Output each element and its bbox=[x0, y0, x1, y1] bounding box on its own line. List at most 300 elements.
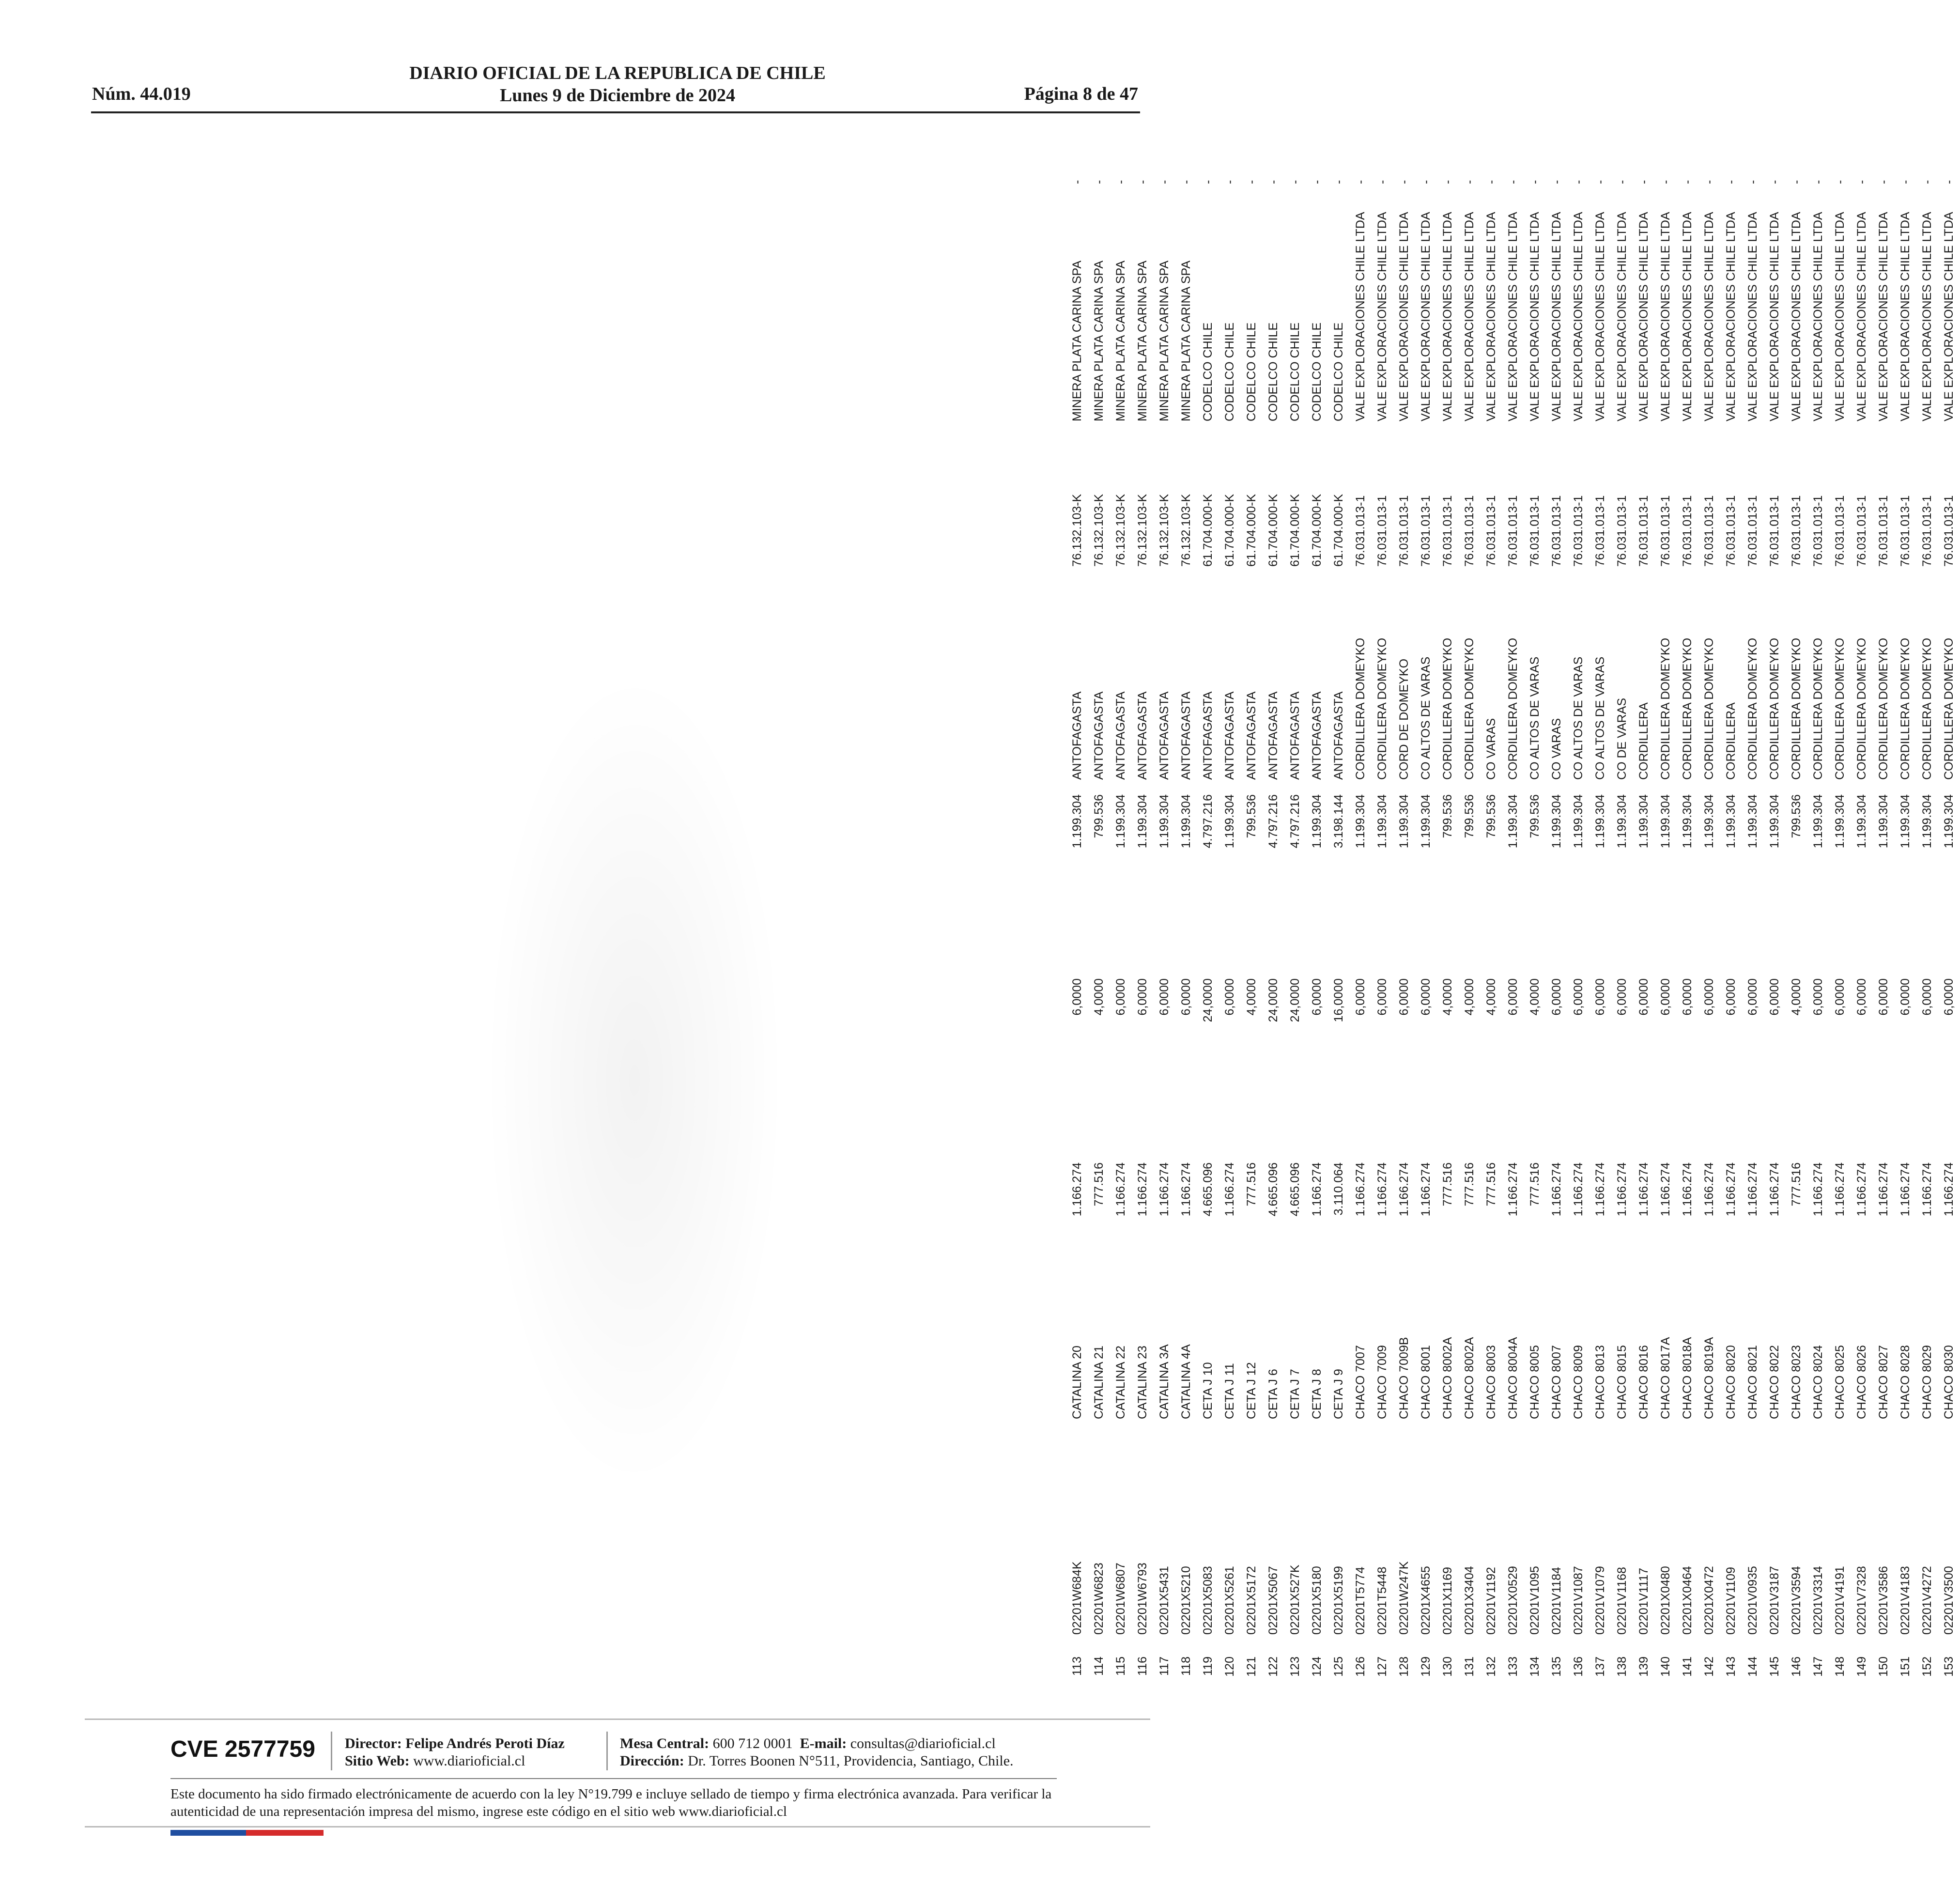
email-link[interactable]: consultas@diarioficial.cl bbox=[850, 1735, 996, 1751]
region-place: ANTOFAGASTA bbox=[1310, 691, 1324, 780]
dash-mark: - bbox=[1136, 180, 1149, 184]
amount-2: 1.199.304 bbox=[1157, 794, 1171, 849]
table-row bbox=[1263, 174, 1284, 1686]
concession-code: 02201X5180 bbox=[1310, 1566, 1324, 1635]
website-label: Sitio Web: bbox=[345, 1753, 410, 1769]
owner-name: VALE EXPLORACIONES CHILE LTDA bbox=[1877, 212, 1890, 421]
amount-1: 1.166.274 bbox=[1833, 1162, 1847, 1217]
amount-1: 1.166.274 bbox=[1114, 1162, 1127, 1217]
region-place: ANTOFAGASTA bbox=[1332, 691, 1345, 780]
row-number: 122 bbox=[1266, 1657, 1280, 1677]
concession-code: 02201X0480 bbox=[1659, 1566, 1672, 1635]
region-place: CORDILLERA bbox=[1724, 702, 1738, 780]
row-number: 128 bbox=[1397, 1657, 1411, 1677]
table-row bbox=[1502, 174, 1524, 1686]
publication-title: DIARIO OFICIAL DE LA REPUBLICA DE CHILE bbox=[409, 63, 826, 83]
dash-mark: - bbox=[1920, 180, 1934, 184]
amount-1: 1.166.274 bbox=[1070, 1162, 1084, 1217]
row-number: 150 bbox=[1877, 1657, 1890, 1677]
hectares: 6,0000 bbox=[1942, 978, 1956, 1016]
concession-code: 02201V1192 bbox=[1484, 1567, 1498, 1635]
owner-rut: 76.031.013-1 bbox=[1768, 495, 1781, 567]
row-number: 146 bbox=[1790, 1657, 1803, 1677]
region-place: ANTOFAGASTA bbox=[1114, 691, 1127, 780]
row-number: 116 bbox=[1136, 1657, 1149, 1676]
amount-1: 1.166.274 bbox=[1855, 1162, 1868, 1217]
hectares: 6,0000 bbox=[1375, 978, 1389, 1016]
contact-line bbox=[620, 1735, 1014, 1752]
dash-mark: - bbox=[1833, 180, 1847, 184]
amount-2: 1.199.304 bbox=[1702, 794, 1716, 849]
issue-number: Núm. 44.019 bbox=[92, 84, 191, 104]
row-number: 144 bbox=[1746, 1657, 1759, 1677]
amount-2: 4.797.216 bbox=[1288, 794, 1302, 849]
owner-rut: 76.031.013-1 bbox=[1942, 495, 1956, 567]
row-number: 138 bbox=[1615, 1657, 1629, 1677]
dash-mark: - bbox=[1266, 180, 1280, 184]
region-place: CORDILLERA DOMEYKO bbox=[1790, 637, 1803, 780]
concession-name: CHACO 8022 bbox=[1768, 1345, 1781, 1419]
owner-rut: 76.031.013-1 bbox=[1811, 495, 1825, 567]
table-row bbox=[1698, 174, 1720, 1686]
amount-1: 1.166.274 bbox=[1877, 1162, 1890, 1217]
concession-name: CATALINA 21 bbox=[1092, 1346, 1106, 1419]
amount-1: 1.166.274 bbox=[1615, 1162, 1629, 1217]
owner-name: VALE EXPLORACIONES CHILE LTDA bbox=[1942, 212, 1956, 421]
amount-1: 777.516 bbox=[1245, 1162, 1258, 1207]
amount-2: 1.199.304 bbox=[1550, 794, 1563, 849]
concession-code: 02201W247K bbox=[1397, 1561, 1411, 1635]
amount-1: 1.166.274 bbox=[1157, 1162, 1171, 1217]
row-number: 152 bbox=[1920, 1657, 1934, 1677]
owner-rut: 76.031.013-1 bbox=[1833, 495, 1847, 567]
region-place: ANTOFAGASTA bbox=[1201, 691, 1215, 780]
concession-name: CHACO 8005 bbox=[1528, 1345, 1542, 1419]
owner-name: MINERA PLATA CARINA SPA bbox=[1136, 260, 1149, 421]
flag-bar-red bbox=[246, 1830, 324, 1836]
owner-name: VALE EXPLORACIONES CHILE LTDA bbox=[1898, 212, 1912, 421]
concession-code: 02201X0472 bbox=[1702, 1566, 1716, 1635]
owner-rut: 76.031.013-1 bbox=[1898, 495, 1912, 567]
dash-mark: - bbox=[1463, 180, 1476, 184]
amount-2: 1.199.304 bbox=[1855, 794, 1868, 849]
amount-1: 777.516 bbox=[1463, 1162, 1476, 1207]
owner-rut: 76.031.013-1 bbox=[1484, 495, 1498, 567]
dash-mark: - bbox=[1942, 180, 1956, 184]
hectares: 4,0000 bbox=[1441, 978, 1454, 1016]
owner-name: VALE EXPLORACIONES CHILE LTDA bbox=[1702, 212, 1716, 421]
owner-name: VALE EXPLORACIONES CHILE LTDA bbox=[1419, 212, 1433, 421]
amount-1: 1.166.274 bbox=[1920, 1162, 1934, 1217]
dash-mark: - bbox=[1506, 180, 1520, 184]
hectares: 6,0000 bbox=[1702, 978, 1716, 1016]
region-place: CORDILLERA DOMEYKO bbox=[1354, 637, 1367, 780]
owner-rut: 76.031.013-1 bbox=[1572, 495, 1585, 567]
owner-rut: 76.031.013-1 bbox=[1637, 495, 1651, 567]
footer-divider-bottom bbox=[85, 1826, 1150, 1827]
table-row bbox=[1132, 174, 1154, 1686]
amount-2: 1.199.304 bbox=[1615, 794, 1629, 849]
region-place: CORDILLERA DOMEYKO bbox=[1506, 637, 1520, 780]
owner-name: VALE EXPLORACIONES CHILE LTDA bbox=[1484, 212, 1498, 421]
concession-name: CHACO 8007 bbox=[1550, 1345, 1563, 1419]
owner-rut: 76.031.013-1 bbox=[1397, 495, 1411, 567]
region-place: CO ALTOS DE VARAS bbox=[1419, 656, 1433, 780]
owner-name: CODELCO CHILE bbox=[1288, 322, 1302, 421]
region-place: CORDILLERA DOMEYKO bbox=[1441, 637, 1454, 780]
hectares: 24,0000 bbox=[1201, 978, 1215, 1022]
address-value: Dr. Torres Boonen N°511, Providencia, Santiago, Chile. bbox=[688, 1753, 1014, 1769]
owner-rut: 76.031.013-1 bbox=[1615, 495, 1629, 567]
concession-name: CHACO 8002A bbox=[1441, 1337, 1454, 1419]
dash-mark: - bbox=[1157, 180, 1171, 184]
row-number: 126 bbox=[1354, 1657, 1367, 1677]
owner-name: VALE EXPLORACIONES CHILE LTDA bbox=[1790, 212, 1803, 421]
dash-mark: - bbox=[1572, 180, 1585, 184]
owner-name: VALE EXPLORACIONES CHILE LTDA bbox=[1659, 212, 1672, 421]
amount-2: 799.536 bbox=[1245, 794, 1258, 838]
amount-2: 1.199.304 bbox=[1419, 794, 1433, 849]
concession-name: CHACO 8001 bbox=[1419, 1345, 1433, 1419]
row-number: 125 bbox=[1332, 1657, 1345, 1677]
amount-2: 1.199.304 bbox=[1354, 794, 1367, 849]
contact-block bbox=[620, 1735, 1014, 1770]
dash-mark: - bbox=[1615, 180, 1629, 184]
dash-mark: - bbox=[1092, 180, 1106, 184]
row-number: 142 bbox=[1702, 1657, 1716, 1677]
hectares: 4,0000 bbox=[1245, 978, 1258, 1016]
signature-note: Este documento ha sido firmado electrónicamente de acuerdo con la ley N°19.799 e incluye sellado de tiempo y firma electrónica avanzada. Para verificar la autenticidad de una representación impresa del mismo, ingrese este código en el sitio web www.diarioficial.cl bbox=[170, 1786, 1052, 1819]
amount-1: 1.166.274 bbox=[1811, 1162, 1825, 1217]
concession-code: 02201V1087 bbox=[1572, 1566, 1585, 1635]
concession-name: CHACO 7007 bbox=[1354, 1345, 1367, 1419]
hectares: 6,0000 bbox=[1179, 978, 1193, 1016]
amount-1: 1.166.274 bbox=[1898, 1162, 1912, 1217]
owner-name: CODELCO CHILE bbox=[1201, 322, 1215, 421]
row-number: 118 bbox=[1179, 1657, 1193, 1676]
concession-code: 02201V3187 bbox=[1768, 1566, 1781, 1635]
owner-name: VALE EXPLORACIONES CHILE LTDA bbox=[1746, 212, 1759, 421]
hectares: 24,0000 bbox=[1288, 978, 1302, 1022]
amount-2: 799.536 bbox=[1092, 794, 1106, 838]
row-number: 117 bbox=[1157, 1657, 1171, 1676]
hectares: 4,0000 bbox=[1528, 978, 1542, 1016]
hectares: 6,0000 bbox=[1157, 978, 1171, 1016]
concession-name: CETA J 9 bbox=[1332, 1369, 1345, 1419]
table-row bbox=[1437, 174, 1459, 1686]
owner-name: MINERA PLATA CARINA SPA bbox=[1092, 260, 1106, 421]
hectares: 6,0000 bbox=[1223, 978, 1236, 1016]
hectares: 6,0000 bbox=[1920, 978, 1934, 1016]
owner-rut: 76.031.013-1 bbox=[1790, 495, 1803, 567]
table-row bbox=[1764, 174, 1786, 1686]
concession-code: 02201V3500 bbox=[1942, 1566, 1956, 1635]
table-row bbox=[1633, 174, 1655, 1686]
owner-rut: 76.031.013-1 bbox=[1659, 495, 1672, 567]
region-place: ANTOFAGASTA bbox=[1179, 691, 1193, 780]
concession-code: 02201V1184 bbox=[1550, 1567, 1563, 1635]
concession-code: 02201T5448 bbox=[1375, 1566, 1389, 1635]
coat-of-arms-watermark bbox=[484, 668, 785, 1492]
amount-2: 1.199.304 bbox=[1375, 794, 1389, 849]
owner-name: VALE EXPLORACIONES CHILE LTDA bbox=[1855, 212, 1868, 421]
concession-code: 02201W684K bbox=[1070, 1561, 1084, 1635]
amount-2: 1.199.304 bbox=[1877, 794, 1890, 849]
concession-name: CHACO 8023 bbox=[1790, 1345, 1803, 1419]
dash-mark: - bbox=[1659, 180, 1672, 184]
owner-rut: 76.031.013-1 bbox=[1855, 495, 1868, 567]
table-row bbox=[1677, 174, 1698, 1686]
hectares: 6,0000 bbox=[1637, 978, 1651, 1016]
owner-rut: 76.031.013-1 bbox=[1746, 495, 1759, 567]
amount-2: 799.536 bbox=[1441, 794, 1454, 838]
row-number: 153 bbox=[1942, 1657, 1956, 1677]
dash-mark: - bbox=[1528, 180, 1542, 184]
table-row bbox=[1807, 174, 1829, 1686]
concession-name: CHACO 8024 bbox=[1811, 1345, 1825, 1419]
owner-name: VALE EXPLORACIONES CHILE LTDA bbox=[1572, 212, 1585, 421]
concession-name: CHACO 8025 bbox=[1833, 1345, 1847, 1419]
dash-mark: - bbox=[1397, 180, 1411, 184]
table-row bbox=[1895, 174, 1916, 1686]
row-number: 129 bbox=[1419, 1657, 1433, 1677]
region-place: ANTOFAGASTA bbox=[1245, 691, 1258, 780]
row-number: 141 bbox=[1681, 1657, 1694, 1677]
amount-2: 4.797.216 bbox=[1266, 794, 1280, 849]
region-place: ANTOFAGASTA bbox=[1092, 691, 1106, 780]
owner-name: VALE EXPLORACIONES CHILE LTDA bbox=[1615, 212, 1629, 421]
owner-rut: 61.704.000-K bbox=[1245, 494, 1258, 567]
amount-1: 3.110.064 bbox=[1332, 1162, 1345, 1216]
director-label: Director: bbox=[345, 1735, 402, 1751]
table-row bbox=[1175, 174, 1197, 1686]
region-place: CORDILLERA bbox=[1637, 702, 1651, 780]
concession-name: CHACO 7009B bbox=[1397, 1337, 1411, 1419]
owner-name: VALE EXPLORACIONES CHILE LTDA bbox=[1463, 212, 1476, 421]
row-number: 115 bbox=[1114, 1657, 1127, 1676]
concession-code: 02201X0464 bbox=[1681, 1566, 1694, 1635]
concession-code: 02201V1095 bbox=[1528, 1566, 1542, 1635]
dash-mark: - bbox=[1310, 180, 1324, 184]
concession-name: CHACO 8030 bbox=[1942, 1345, 1956, 1419]
hectares: 4,0000 bbox=[1790, 978, 1803, 1016]
owner-name: VALE EXPLORACIONES CHILE LTDA bbox=[1724, 212, 1738, 421]
cve-code: CVE 2577759 bbox=[170, 1736, 315, 1762]
owner-name: VALE EXPLORACIONES CHILE LTDA bbox=[1811, 212, 1825, 421]
concession-name: CHACO 8020 bbox=[1724, 1345, 1738, 1419]
header-divider bbox=[91, 111, 1140, 113]
table-row bbox=[1786, 174, 1807, 1686]
owner-rut: 76.132.103-K bbox=[1136, 494, 1149, 567]
dash-mark: - bbox=[1724, 180, 1738, 184]
amount-2: 1.199.304 bbox=[1681, 794, 1694, 849]
region-place: ANTOFAGASTA bbox=[1266, 691, 1280, 780]
owner-name: VALE EXPLORACIONES CHILE LTDA bbox=[1375, 212, 1389, 421]
row-number: 149 bbox=[1855, 1657, 1868, 1677]
region-place: CO ALTOS DE VARAS bbox=[1593, 656, 1607, 780]
amount-1: 1.166.274 bbox=[1506, 1162, 1520, 1217]
hectares: 6,0000 bbox=[1310, 978, 1324, 1016]
region-place: ANTOFAGASTA bbox=[1288, 691, 1302, 780]
mesa-phone: 600 712 0001 bbox=[712, 1735, 793, 1751]
row-number: 136 bbox=[1572, 1657, 1585, 1677]
table-row bbox=[1110, 174, 1132, 1686]
table-row bbox=[1459, 174, 1481, 1686]
table-row bbox=[1306, 174, 1328, 1686]
owner-rut: 76.031.013-1 bbox=[1593, 495, 1607, 567]
hectares: 6,0000 bbox=[1833, 978, 1847, 1016]
amount-1: 1.166.274 bbox=[1223, 1162, 1236, 1217]
concession-code: 02201X1169 bbox=[1441, 1567, 1454, 1635]
concession-code: 02201X527K bbox=[1288, 1564, 1302, 1635]
owner-rut: 76.132.103-K bbox=[1092, 494, 1106, 567]
row-number: 131 bbox=[1463, 1657, 1476, 1677]
website-link[interactable]: www.diarioficial.cl bbox=[413, 1753, 525, 1769]
table-row bbox=[1372, 174, 1393, 1686]
concession-code: 02201V4272 bbox=[1920, 1566, 1934, 1635]
concession-name: CETA J 7 bbox=[1288, 1369, 1302, 1419]
owner-name: VALE EXPLORACIONES CHILE LTDA bbox=[1637, 212, 1651, 421]
concession-name: CETA J 6 bbox=[1266, 1369, 1280, 1419]
concession-code: 02201V7328 bbox=[1855, 1566, 1868, 1635]
amount-1: 1.166.274 bbox=[1572, 1162, 1585, 1217]
owner-rut: 76.132.103-K bbox=[1070, 494, 1084, 567]
owner-rut: 76.031.013-1 bbox=[1441, 495, 1454, 567]
row-number: 133 bbox=[1506, 1657, 1520, 1677]
row-number: 148 bbox=[1833, 1657, 1847, 1677]
table-row bbox=[1415, 174, 1437, 1686]
amount-2: 1.199.304 bbox=[1223, 794, 1236, 849]
region-place: ANTOFAGASTA bbox=[1136, 691, 1149, 780]
address-label: Dirección: bbox=[620, 1753, 684, 1769]
region-place: ANTOFAGASTA bbox=[1157, 691, 1171, 780]
amount-1: 1.166.274 bbox=[1397, 1162, 1411, 1217]
owner-rut: 76.031.013-1 bbox=[1506, 495, 1520, 567]
amount-2: 1.199.304 bbox=[1070, 794, 1084, 849]
owner-rut: 76.031.013-1 bbox=[1877, 495, 1890, 567]
amount-1: 777.516 bbox=[1790, 1162, 1803, 1207]
amount-1: 777.516 bbox=[1092, 1162, 1106, 1207]
hectares: 6,0000 bbox=[1681, 978, 1694, 1016]
amount-2: 1.199.304 bbox=[1310, 794, 1324, 849]
dash-mark: - bbox=[1681, 180, 1694, 184]
owner-rut: 61.704.000-K bbox=[1288, 494, 1302, 567]
flag-bar-blue bbox=[170, 1830, 246, 1836]
dash-mark: - bbox=[1855, 180, 1868, 184]
amount-1: 1.166.274 bbox=[1550, 1162, 1563, 1217]
dash-mark: - bbox=[1746, 180, 1759, 184]
amount-2: 1.199.304 bbox=[1833, 794, 1847, 849]
hectares: 6,0000 bbox=[1855, 978, 1868, 1016]
owner-rut: 61.704.000-K bbox=[1201, 494, 1215, 567]
amount-2: 799.536 bbox=[1463, 794, 1476, 838]
amount-1: 1.166.274 bbox=[1942, 1162, 1956, 1217]
concession-code: 02201X5172 bbox=[1245, 1566, 1258, 1635]
concession-code: 02201X5261 bbox=[1223, 1566, 1236, 1635]
amount-2: 1.199.304 bbox=[1659, 794, 1672, 849]
owner-rut: 76.132.103-K bbox=[1179, 494, 1193, 567]
amount-2: 1.199.304 bbox=[1593, 794, 1607, 849]
concession-name: CHACO 8018A bbox=[1681, 1337, 1694, 1419]
row-number: 113 bbox=[1070, 1657, 1084, 1676]
dash-mark: - bbox=[1550, 180, 1563, 184]
region-place: CO VARAS bbox=[1484, 718, 1498, 780]
amount-2: 1.199.304 bbox=[1179, 794, 1193, 849]
row-number: 140 bbox=[1659, 1657, 1672, 1677]
row-number: 123 bbox=[1288, 1657, 1302, 1677]
owner-rut: 76.031.013-1 bbox=[1419, 495, 1433, 567]
concession-name: CETA J 10 bbox=[1201, 1362, 1215, 1419]
concession-code: 02201X5431 bbox=[1157, 1566, 1171, 1635]
owner-rut: 76.031.013-1 bbox=[1681, 495, 1694, 567]
concession-name: CHACO 8026 bbox=[1855, 1345, 1868, 1419]
owner-name: VALE EXPLORACIONES CHILE LTDA bbox=[1506, 212, 1520, 421]
table-row bbox=[1524, 174, 1546, 1686]
concession-name: CHACO 8019A bbox=[1702, 1337, 1716, 1419]
hectares: 6,0000 bbox=[1354, 978, 1367, 1016]
concession-code: 02201V1109 bbox=[1724, 1567, 1738, 1635]
table-row bbox=[1481, 174, 1502, 1686]
amount-2: 1.199.304 bbox=[1506, 794, 1520, 849]
table-row bbox=[1829, 174, 1851, 1686]
concessions-table bbox=[1066, 174, 1958, 1686]
concession-code: 02201V3314 bbox=[1811, 1566, 1825, 1635]
row-number: 124 bbox=[1310, 1657, 1324, 1677]
dash-mark: - bbox=[1070, 180, 1084, 184]
owner-rut: 61.704.000-K bbox=[1332, 494, 1345, 567]
dash-mark: - bbox=[1768, 180, 1781, 184]
dash-mark: - bbox=[1702, 180, 1716, 184]
amount-1: 4.665.096 bbox=[1201, 1162, 1215, 1217]
dash-mark: - bbox=[1179, 180, 1193, 184]
owner-rut: 76.132.103-K bbox=[1157, 494, 1171, 567]
owner-name: VALE EXPLORACIONES CHILE LTDA bbox=[1441, 212, 1454, 421]
concession-name: CATALINA 23 bbox=[1136, 1346, 1149, 1419]
concession-name: CETA J 11 bbox=[1223, 1363, 1236, 1419]
table-row bbox=[1393, 174, 1415, 1686]
website-line bbox=[345, 1752, 565, 1770]
dash-mark: - bbox=[1898, 180, 1912, 184]
amount-2: 1.199.304 bbox=[1898, 794, 1912, 849]
owner-rut: 61.704.000-K bbox=[1266, 494, 1280, 567]
concession-name: CHACO 8028 bbox=[1898, 1345, 1912, 1419]
row-number: 127 bbox=[1375, 1657, 1389, 1677]
table-row bbox=[1590, 174, 1611, 1686]
owner-rut: 76.031.013-1 bbox=[1354, 495, 1367, 567]
owner-rut: 76.031.013-1 bbox=[1463, 495, 1476, 567]
hectares: 24,0000 bbox=[1266, 978, 1280, 1022]
amount-1: 1.166.274 bbox=[1681, 1162, 1694, 1217]
concession-name: CATALINA 3A bbox=[1157, 1344, 1171, 1419]
concession-name: CHACO 8021 bbox=[1746, 1345, 1759, 1419]
dash-mark: - bbox=[1332, 180, 1345, 184]
region-place: CORDILLERA DOMEYKO bbox=[1463, 637, 1476, 780]
owner-name: CODELCO CHILE bbox=[1245, 322, 1258, 421]
dash-mark: - bbox=[1419, 180, 1433, 184]
owner-name: VALE EXPLORACIONES CHILE LTDA bbox=[1550, 212, 1563, 421]
dash-mark: - bbox=[1877, 180, 1890, 184]
dash-mark: - bbox=[1354, 180, 1367, 184]
concession-name: CHACO 8016 bbox=[1637, 1345, 1651, 1419]
row-number: 147 bbox=[1811, 1657, 1825, 1677]
owner-rut: 76.031.013-1 bbox=[1528, 495, 1542, 567]
amount-2: 1.199.304 bbox=[1136, 794, 1149, 849]
dash-mark: - bbox=[1114, 180, 1127, 184]
hectares: 6,0000 bbox=[1572, 978, 1585, 1016]
owner-name: CODELCO CHILE bbox=[1266, 322, 1280, 421]
dash-mark: - bbox=[1441, 180, 1454, 184]
hectares: 6,0000 bbox=[1550, 978, 1563, 1016]
